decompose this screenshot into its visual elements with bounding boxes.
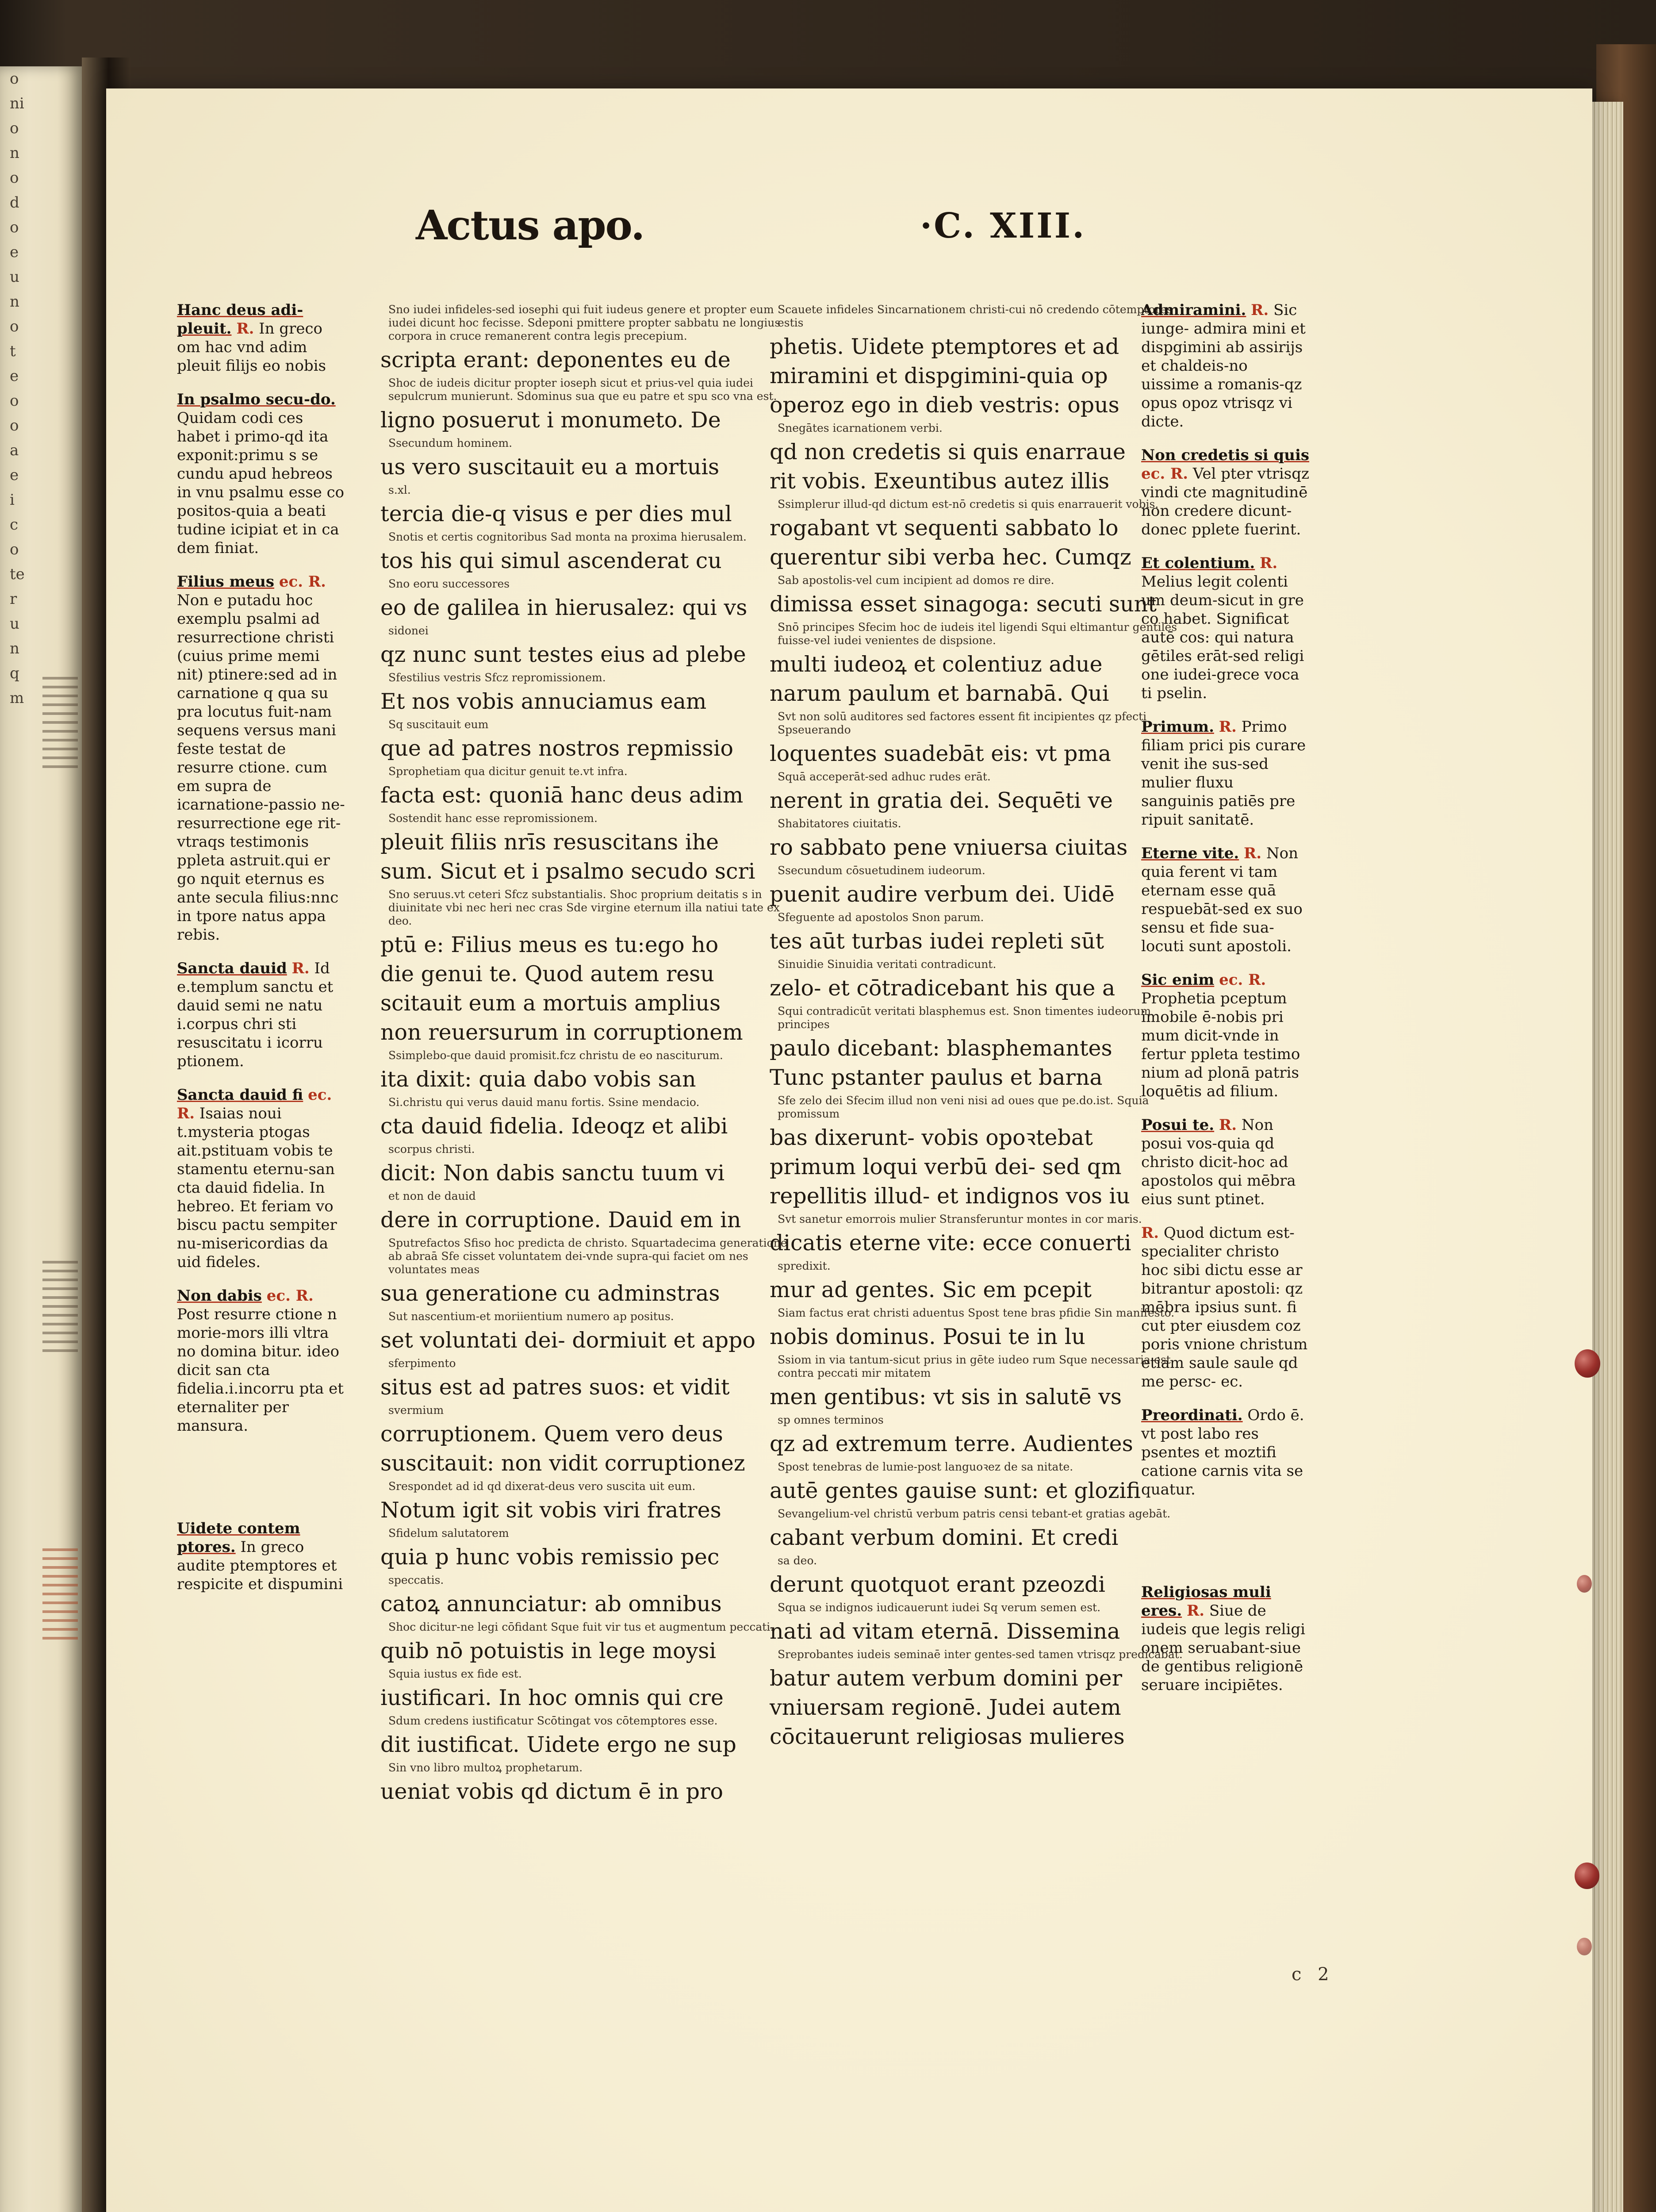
previous-page-fragment: m bbox=[10, 689, 24, 707]
interlinear-gloss: sferpimento bbox=[388, 1357, 456, 1370]
main-text-column-left bbox=[380, 303, 792, 1808]
wax-seal-drop bbox=[1577, 1575, 1592, 1593]
gloss-lemma: Hanc deus adi-pleuit. bbox=[177, 301, 303, 338]
interlinear-gloss: Sq suscitauit eum bbox=[388, 718, 489, 731]
previous-page-fragment: e bbox=[10, 367, 19, 385]
previous-page-fragment: o bbox=[10, 318, 19, 335]
gloss-lemma: Non dabis bbox=[177, 1287, 262, 1305]
gloss-text: Sic iunge- admira mini et dispgimini ab assirijs et chaldeis-no uissime a romanis-qz opus opoz vtrisqz vi dicte. bbox=[1141, 301, 1306, 430]
previous-page-fragment: u bbox=[10, 615, 19, 633]
main-text-line: batur autem verbum domini per bbox=[770, 1666, 1122, 1691]
previous-page-fragment: o bbox=[10, 392, 19, 410]
main-text-line: puenit audire verbum dei. Uidē bbox=[770, 882, 1115, 907]
interlinear-gloss: svermium bbox=[388, 1404, 444, 1417]
main-text-line: catoꝝ annunciatur: ab omnibus bbox=[380, 1591, 722, 1617]
interlinear-gloss: Ssimplebo-que dauid promisit.fcz christu de eo nasciturum. bbox=[388, 1049, 723, 1062]
previous-page-fragment: o bbox=[10, 541, 19, 558]
interlinear-gloss: Spost tenebras de lumie-post languoꝛez de sa nitate. bbox=[778, 1460, 1073, 1473]
main-text-line: suscitauit: non vidit corruptionez bbox=[380, 1451, 745, 1476]
gloss-rubric-mark: R. bbox=[236, 320, 254, 338]
interlinear-gloss: Sfeguente ad apostolos Snon parum. bbox=[778, 911, 984, 924]
main-text-line: multi iudeoꝝ et colentiuz adue bbox=[770, 652, 1103, 677]
gloss-lemma: Preordinati. bbox=[1141, 1406, 1243, 1424]
interlinear-gloss: Sut nascentium-et moriientium numero ap positus. bbox=[388, 1310, 674, 1323]
interlinear-gloss: Sno eoru successores bbox=[388, 577, 510, 590]
main-text-line: nobis dominus. Posui te in lu bbox=[770, 1324, 1085, 1349]
gloss-text: Melius legit colenti um deum-sicut in gre co habet. Significat autē cos: qui natura gētiles erāt-sed religi one iudei-grece voca ti pselin. bbox=[1141, 573, 1304, 702]
gloss-rubric-mark: ec. R. bbox=[266, 1287, 314, 1305]
main-text-line: pleuit filiis nrīs resuscitans ihe bbox=[380, 830, 719, 855]
main-text-line: set voluntati dei- dormiuit et appo bbox=[380, 1328, 756, 1353]
interlinear-gloss: scorpus christi. bbox=[388, 1143, 475, 1156]
main-text-line: Et nos vobis annuciamus eam bbox=[380, 689, 707, 714]
main-text-line: zelo- et cōtradicebant his que a bbox=[770, 975, 1116, 1001]
gloss-text: In greco audite ptemptores et respicite et dispumini bbox=[177, 1538, 343, 1593]
gloss-text: Non e putadu hoc exemplu psalmi ad resurrectione christi (cuius prime memi nit) ptinere:sed ad in carnatione q qua su pra locutus fuit-nam sequens versus mani feste testat de resurre ctione. cum em supra de icarnatione-passio ne-resurrectione ege rit-vtraqs testimonis ppleta astruit.qui er go nquit eternus es ante secula filius:nnc in tpore natus appa rebis. bbox=[177, 591, 345, 944]
interlinear-gloss: Srespondet ad id qd dixerat-deus vero suscita uit eum. bbox=[388, 1480, 696, 1493]
interlinear-gloss: Sreprobantes iudeis seminaē inter gentes-sed tamen vtrisqz predicabat. bbox=[778, 1648, 1183, 1661]
interlinear-gloss: Ssecundum cōsuetudinem iudeorum. bbox=[778, 864, 985, 877]
interlinear-gloss: Ssecundum hominem. bbox=[388, 437, 513, 449]
main-text-line: qz ad extremum terre. Audientes bbox=[770, 1431, 1133, 1456]
main-text-line: vniuersam regionē. Judei autem bbox=[770, 1695, 1121, 1720]
interlinear-gloss: Sinuidie Sinuidia veritati contradicunt. bbox=[778, 958, 997, 971]
interlinear-gloss: Scauete infideles Sincarnationem christi-cui nō credendo cōtemptores estis bbox=[778, 303, 1173, 329]
gloss-text: Isaias noui t.mysteria ptogas ait.pstituam vobis te stamentu eternu-san cta dauid fidelia. In hebreo. Et feriam vo biscu pactu sempiter nu-misericordias da uid fideles. bbox=[177, 1105, 337, 1271]
gloss-rubric-mark: ec. R. bbox=[279, 573, 326, 591]
previous-page-fragment: o bbox=[10, 417, 19, 434]
gloss-rubric-mark: R. bbox=[1219, 1116, 1237, 1134]
gloss-rubric-mark: ec. R. bbox=[1141, 465, 1188, 483]
gloss-entry bbox=[1141, 718, 1309, 829]
interlinear-gloss: Shoc dicitur-ne legi cōfidant Sque fuit vir tus et augmentum peccati. bbox=[388, 1621, 774, 1633]
gloss-entry bbox=[177, 572, 345, 944]
gloss-lemma: Uidete contem ptores. bbox=[177, 1520, 300, 1556]
main-text-line: iustificari. In hoc omnis qui cre bbox=[380, 1685, 724, 1710]
main-text-line: ptū e: Filius meus es tu:ego ho bbox=[380, 932, 719, 957]
main-text-line: dit iustificat. Uidete ergo ne sup bbox=[380, 1732, 736, 1757]
main-text-line: facta est: quoniā hanc deus adim bbox=[380, 783, 744, 808]
main-text-line: loquentes suadebāt eis: vt pma bbox=[770, 741, 1112, 766]
main-text-line: die genui te. Quod autem resu bbox=[380, 961, 714, 987]
gloss-rubric-mark: R. bbox=[291, 960, 310, 977]
previous-page-edge bbox=[0, 66, 82, 2212]
gloss-rubric-mark: ec. R. bbox=[1219, 971, 1266, 989]
interlinear-gloss: Sdum credens iustificatur Scōtingat vos cōtemptores esse. bbox=[388, 1714, 718, 1727]
gloss-entry bbox=[1141, 1406, 1309, 1499]
gloss-text: Id e.templum sanctu et dauid semi ne natu i.corpus chri sti resuscitatu i icorru ptionem. bbox=[177, 960, 334, 1070]
interlinear-gloss: Svt non solū auditores sed factores essent fit incipientes qz pfecti Spseuerando bbox=[778, 710, 1147, 736]
previous-page-fragment: r bbox=[10, 590, 17, 608]
interlinear-gloss: Snotis et certis cognitoribus Sad monta na proxima hierusalem. bbox=[388, 530, 747, 543]
gloss-text: Quidam codi ces habet i primo-qd ita exponit:primu s se cundu apud hebreos in vnu psalmu esse co positos-quia a beati tudine icipiat et in ca dem finiat. bbox=[177, 409, 345, 557]
page-header bbox=[106, 201, 1592, 281]
main-text-line: scripta erant: deponentes eu de bbox=[380, 347, 731, 373]
interlinear-gloss: et non de dauid bbox=[388, 1190, 476, 1202]
previous-page-fragment: t bbox=[10, 342, 16, 360]
interlinear-gloss: Sprophetiam qua dicitur genuit te.vt infra. bbox=[388, 765, 628, 778]
main-text-line: eo de galilea in hierusalez: qui vs bbox=[380, 595, 748, 620]
main-text-line: narum paulum et barnabā. Qui bbox=[770, 681, 1109, 706]
previous-page-fragment: n bbox=[10, 293, 19, 311]
gloss-lemma: Posui te. bbox=[1141, 1116, 1215, 1134]
main-text-line: qd non credetis si quis enarraue bbox=[770, 439, 1126, 465]
gloss-rubric-mark: R. bbox=[1244, 845, 1262, 862]
main-text-line: tes aūt turbas iudei repleti sūt bbox=[770, 929, 1104, 954]
previous-page-fragment: d bbox=[10, 194, 19, 211]
interlinear-gloss: Sfestilius vestris Sfcz repromissionem. bbox=[388, 671, 606, 684]
main-text-line: scitauit eum a mortuis amplius bbox=[380, 991, 721, 1016]
main-text-line: miramini et dispgimini-quia op bbox=[770, 363, 1108, 388]
gloss-lemma: Et colentium. bbox=[1141, 554, 1255, 572]
main-text-line: nerent in gratia dei. Sequēti ve bbox=[770, 788, 1113, 813]
interlinear-gloss: Sab apostolis-vel cum incipient ad domos re dire. bbox=[778, 574, 1054, 587]
gloss-entry bbox=[1141, 844, 1309, 956]
interlinear-gloss: Sin vno libro multoꝝ prophetarum. bbox=[388, 1761, 583, 1774]
previous-page-fragment: ni bbox=[10, 95, 24, 112]
interlinear-gloss: Squa se indignos iudicauerunt iudei Sq verum semen est. bbox=[778, 1601, 1101, 1614]
gloss-rubric-mark: R. bbox=[1141, 1224, 1159, 1242]
gloss-text: Ordo ē. vt post labo res psentes et moztifi catione carnis vita se quatur. bbox=[1141, 1406, 1304, 1498]
previous-page-fragment: e bbox=[10, 466, 19, 484]
interlinear-gloss: Siam factus erat christi aduentus Spost tene bras pfidie Sin manifesto. bbox=[778, 1306, 1175, 1319]
gloss-entry bbox=[1141, 1583, 1309, 1694]
interlinear-gloss: Ssimplerur illud-qd dictum est-nō credetis si quis enarrauerit vobis. bbox=[778, 498, 1159, 511]
signature-mark: c 2 bbox=[1292, 1964, 1334, 1985]
gloss-rubric-mark: ec. R. bbox=[177, 1086, 332, 1122]
gloss-lemma: Admiramini. bbox=[1141, 301, 1246, 319]
main-text-line: bas dixerunt- vobis opoꝛtebat bbox=[770, 1125, 1093, 1150]
main-text-line: sum. Sicut et i psalmo secudo scri bbox=[380, 859, 755, 884]
main-text-line: derunt quotquot erant pzeozdi bbox=[770, 1572, 1105, 1597]
previous-page-fragment: o bbox=[10, 70, 19, 88]
main-text-line: ligno posuerut i monumeto. De bbox=[380, 407, 721, 433]
interlinear-gloss: Sputrefactos Sfiso hoc predicta de christo. Squartadecima generatione ab abraā Sfe cisset voluntatem dei-vnde supra-qui faciet om nes voluntates meas bbox=[388, 1237, 787, 1276]
interlinear-gloss: Shabitatores ciuitatis. bbox=[778, 817, 901, 830]
main-text-line: corruptionem. Quem vero deus bbox=[380, 1421, 723, 1447]
interlinear-gloss: Snō principes Sfecim hoc de iudeis itel ligendi Squi eltimantur gentiles fuisse-vel iudei venientes de dispsione. bbox=[778, 621, 1177, 647]
main-text-line: cta dauid fidelia. Ideoqz et alibi bbox=[380, 1114, 728, 1139]
previous-page-fragment: n bbox=[10, 640, 19, 657]
previous-page-marginal-note bbox=[42, 1261, 78, 1358]
main-text-line: que ad patres nostros repmissio bbox=[380, 736, 733, 761]
interlinear-gloss: s.xl. bbox=[388, 484, 411, 496]
gloss-lemma: In psalmo secu-do. bbox=[177, 391, 336, 408]
previous-page-marginal-note bbox=[42, 1548, 78, 1646]
main-text-line: cōcitauerunt religiosas mulieres bbox=[770, 1724, 1125, 1749]
wax-seal-drop bbox=[1575, 1349, 1600, 1378]
main-text-line: mur ad gentes. Sic em pcepit bbox=[770, 1277, 1092, 1302]
main-text-column-right bbox=[770, 303, 1185, 1753]
main-text-line: Tunc pstanter paulus et barna bbox=[770, 1065, 1103, 1090]
interlinear-gloss: spredixit. bbox=[778, 1260, 831, 1272]
interlinear-gloss: Sevangelium-vel christū verbum patris censi tebant-et gratias agebāt. bbox=[778, 1507, 1171, 1520]
gloss-entry bbox=[1141, 446, 1309, 539]
main-text-line: qz nunc sunt testes eius ad plebe bbox=[380, 642, 746, 667]
gloss-text: In greco om hac vnd adim pleuit filijs eo nobis bbox=[177, 320, 326, 375]
interlinear-gloss: Sno seruus.vt ceteri Sfcz substantialis. Shoc proprium deitatis s in diuinitate vbi nec heri nec cras Sde virgine eternum illa natiui tate ex deo. bbox=[388, 888, 780, 927]
previous-page-marginal-note bbox=[42, 677, 78, 774]
gloss-rubric-mark: R. bbox=[1251, 301, 1269, 319]
gloss-text: Non quia ferent vi tam eternam esse quā respuebāt-sed ex suo sensu et fide sua-locuti sunt apostoli. bbox=[1141, 845, 1303, 955]
previous-page-fragment: o bbox=[10, 219, 19, 236]
running-title: Actus apo. bbox=[416, 201, 644, 249]
main-text-line: ueniat vobis qd dictum ē in pro bbox=[380, 1779, 723, 1804]
main-text-line: dere in corruptione. Dauid em in bbox=[380, 1207, 741, 1233]
main-text-line: tos his qui simul ascenderat cu bbox=[380, 548, 722, 573]
gloss-entry bbox=[177, 1286, 345, 1435]
interlinear-gloss: Ssiom in via tantum-sicut prius in gēte iudeo rum Sque necessaria est contra peccati mir mitatem bbox=[778, 1353, 1171, 1379]
main-text-line: tercia die-q visus e per dies mul bbox=[380, 501, 732, 526]
main-text-line: paulo dicebant: blasphemantes bbox=[770, 1036, 1112, 1061]
gloss-rubric-mark: R. bbox=[1186, 1602, 1205, 1620]
chapter-number: ·C. XIII. bbox=[920, 206, 1086, 246]
previous-page-fragment: te bbox=[10, 565, 25, 583]
gloss-text: Prophetia pceptum imobile ē-nobis pri mum dicit-vnde in fertur ppleta testimo nium ad plonā patris loquētis ad filium. bbox=[1141, 990, 1300, 1100]
main-text-line: Notum igit sit vobis viri fratres bbox=[380, 1498, 721, 1523]
main-text-line: dicit: Non dabis sanctu tuum vi bbox=[380, 1160, 725, 1186]
interlinear-gloss: speccatis. bbox=[388, 1574, 444, 1586]
interlinear-gloss: sidonei bbox=[388, 624, 429, 637]
interlinear-gloss: Sno iudei infideles-sed iosephi qui fuit iudeus genere et propter eum iudei dicunt hoc fecisse. Sdeponi pmittere propter sabbatu ne longius corpora in cruce remanerent contra legis precepium. bbox=[388, 303, 781, 342]
gloss-lemma: Sancta dauid bbox=[177, 960, 287, 977]
main-text-line: ro sabbato pene vniuersa ciuitas bbox=[770, 835, 1128, 860]
main-text-line: men gentibus: vt sis in salutē vs bbox=[770, 1384, 1122, 1409]
gloss-lemma: Religiosas muli eres. bbox=[1141, 1583, 1271, 1620]
interlinear-gloss: Si.christu qui verus dauid manu fortis. Ssine mendacio. bbox=[388, 1096, 700, 1109]
gloss-entry bbox=[1141, 301, 1309, 431]
gloss-entry bbox=[177, 959, 345, 1071]
gloss-rubric-mark: R. bbox=[1260, 554, 1278, 572]
gloss-entry bbox=[177, 390, 345, 557]
previous-page-fragment: c bbox=[10, 516, 19, 534]
page-stack-edge bbox=[1588, 102, 1623, 2212]
gloss-text: Vel pter vtrisqz vindi cte magnitudinē non credere dicunt-donec pplete fuerint. bbox=[1141, 465, 1309, 538]
manuscript-page bbox=[106, 88, 1592, 2212]
interlinear-gloss: sp omnes terminos bbox=[778, 1413, 884, 1426]
gloss-entry bbox=[177, 1086, 345, 1271]
main-text-line: rit vobis. Exeuntibus autez illis bbox=[770, 469, 1110, 494]
gloss-text: Primo filiam prici pis curare venit ihe sus-sed mulier fluxu sanguinis patiēs pre ripuit sanitatē. bbox=[1141, 718, 1306, 829]
main-text-line: repellitis illud- et indignos vos iu bbox=[770, 1183, 1130, 1209]
interlinear-gloss: Sostendit hanc esse repromissionem. bbox=[388, 812, 598, 825]
interlinear-gloss: Squia iustus ex fide est. bbox=[388, 1667, 522, 1680]
interlinear-gloss: Sfidelum salutatorem bbox=[388, 1527, 509, 1540]
previous-page-bleed-text bbox=[10, 66, 76, 710]
gloss-text: Quod dictum est-specialiter christo hoc sibi dictu esse ar bitrantur apostoli: qz mēbra ipsius sunt. fi cut pter eiusdem coz poris vnione christum etiam saule saule qd me persc- ec. bbox=[1141, 1224, 1308, 1390]
gloss-lemma: Sic enim bbox=[1141, 971, 1215, 989]
interlinear-gloss: Svt sanetur emorrois mulier Stransferuntur montes in cor maris. bbox=[778, 1213, 1142, 1225]
previous-page-fragment: u bbox=[10, 268, 19, 286]
main-text-line: situs est ad patres suos: et vidit bbox=[380, 1375, 730, 1400]
previous-page-fragment: a bbox=[10, 442, 19, 459]
gloss-entry bbox=[1141, 1116, 1309, 1209]
gloss-entry bbox=[1141, 554, 1309, 703]
main-text-line: cabant verbum domini. Et credi bbox=[770, 1525, 1119, 1550]
gloss-entry bbox=[177, 1519, 345, 1594]
previous-page-fragment: o bbox=[10, 169, 19, 187]
gloss-lemma: Sancta dauid fi bbox=[177, 1086, 303, 1104]
gloss-entry bbox=[177, 301, 345, 375]
main-text-line: ita dixit: quia dabo vobis san bbox=[380, 1067, 696, 1092]
wax-seal-drop bbox=[1577, 1938, 1592, 1955]
interlinear-gloss: Squā acceperāt-sed adhuc rudes erāt. bbox=[778, 770, 991, 783]
interlinear-gloss: sa deo. bbox=[778, 1554, 817, 1567]
previous-page-fragment: i bbox=[10, 491, 15, 509]
main-text-line: operoz ego in dieb vestris: opus bbox=[770, 392, 1119, 418]
main-text-line: dicatis eterne vite: ecce conuerti bbox=[770, 1230, 1131, 1256]
right-marginal-gloss-column bbox=[1141, 301, 1309, 1709]
gloss-text: Non posui vos-quia qd christo dicit-hoc ad apostolos qui mēbra eius sunt ptinet. bbox=[1141, 1116, 1296, 1208]
gloss-text: Post resurre ctione n morie-mors illi vltra no domina bitur. ideo dicit san cta fidelia.i.incorru pta et eternaliter per mansura. bbox=[177, 1306, 344, 1435]
main-text-line: nati ad vitam eternā. Dissemina bbox=[770, 1619, 1120, 1644]
previous-page-fragment: o bbox=[10, 119, 19, 137]
interlinear-gloss: Shoc de iudeis dicitur propter ioseph sicut et prius-vel quia iudei sepulcrum munierunt. Sdominus sua que eu patre et spu sco vna est. bbox=[388, 376, 777, 403]
interlinear-gloss: Snegātes icarnationem verbi. bbox=[778, 422, 943, 434]
gloss-entry bbox=[1141, 1224, 1309, 1391]
gloss-entry bbox=[1141, 971, 1309, 1101]
interlinear-gloss: Sfe zelo dei Sfecim illud non veni nisi ad oues que pe.do.ist. Squia promissum bbox=[778, 1094, 1149, 1120]
gloss-text: Siue de iudeis que legis religi onem seruabant-siue de gentibus religionē seruare incipiētes. bbox=[1141, 1602, 1306, 1694]
main-text-line: dimissa esset sinagoga: secuti sunt bbox=[770, 591, 1157, 617]
interlinear-gloss: Squi contradicūt veritati blasphemus est. Snon timentes iudeorum principes bbox=[778, 1005, 1151, 1031]
previous-page-fragment: e bbox=[10, 243, 19, 261]
main-text-line: sua generatione cu adminstras bbox=[380, 1281, 720, 1306]
main-text-line: primum loqui verbū dei- sed qm bbox=[770, 1154, 1122, 1179]
main-text-line: querentur sibi verba hec. Cumqz bbox=[770, 545, 1131, 570]
gloss-rubric-mark: R. bbox=[1219, 718, 1237, 736]
gloss-lemma: Eterne vite. bbox=[1141, 845, 1239, 862]
main-text-line: phetis. Uidete ptemptores et ad bbox=[770, 334, 1119, 359]
main-text-line: non reuersurum in corruptionem bbox=[380, 1020, 743, 1045]
previous-page-fragment: n bbox=[10, 144, 19, 162]
main-text-line: rogabant vt sequenti sabbato lo bbox=[770, 515, 1119, 541]
main-text-line: quia p hunc vobis remissio pec bbox=[380, 1544, 720, 1570]
wax-seal-drop bbox=[1575, 1863, 1599, 1889]
previous-page-fragment: q bbox=[10, 664, 19, 682]
main-text-line: autē gentes gauise sunt: et glozifi bbox=[770, 1478, 1141, 1503]
main-text-line: quib nō potuistis in lege moysi bbox=[380, 1638, 717, 1663]
gloss-lemma: Filius meus bbox=[177, 573, 275, 591]
left-marginal-gloss-column bbox=[177, 301, 345, 1609]
main-text-line: us vero suscitauit eu a mortuis bbox=[380, 454, 720, 480]
gloss-lemma: Primum. bbox=[1141, 718, 1214, 736]
gloss-lemma: Non credetis si quis bbox=[1141, 446, 1310, 464]
